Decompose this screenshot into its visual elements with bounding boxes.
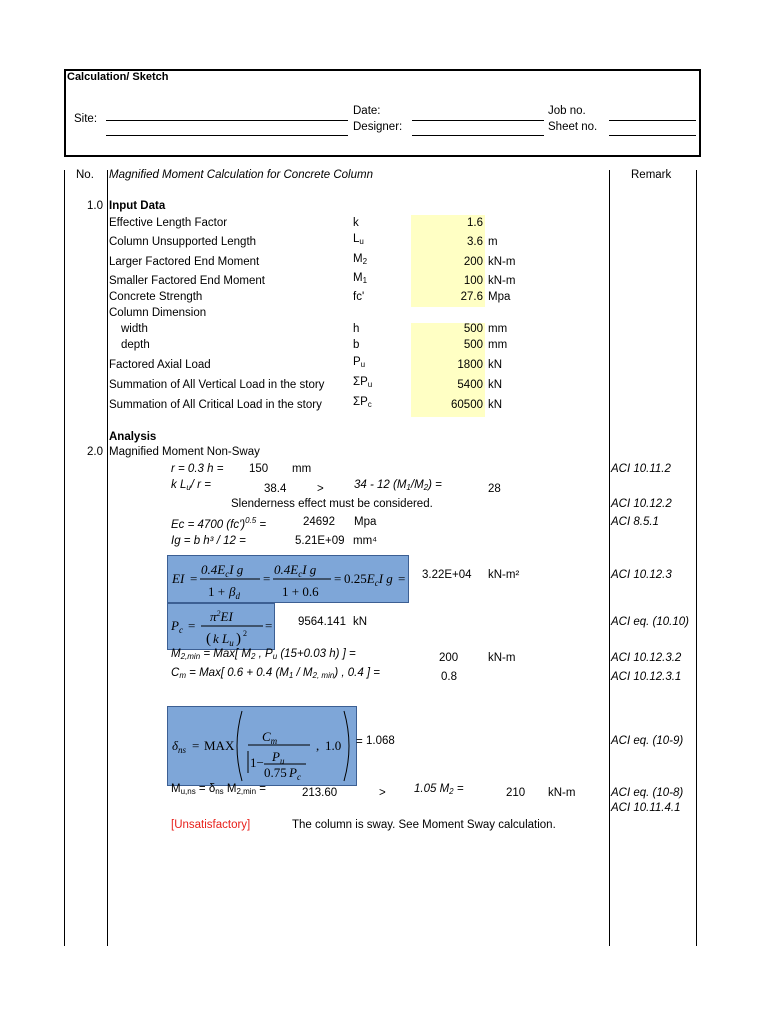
remark-column-divider [609, 170, 610, 946]
svg-text:1−: 1− [250, 755, 264, 770]
slenderness-limit-expression: 34 - 12 $(M_1/M_2)$ = [354, 479, 442, 492]
svg-text:): ) [236, 631, 241, 647]
input-value[interactable]: 1800 [457, 359, 483, 371]
pc-value: 9564.141 [298, 616, 346, 628]
input-symbol: $L_u$ [353, 233, 364, 246]
input-symbol: b [353, 339, 360, 351]
slenderness-message: Slenderness effect must be considered. [231, 498, 433, 510]
input-symbol: $P_u$ [353, 356, 366, 369]
ec-unit: Mpa [354, 516, 377, 528]
slenderness-value: 38.4 [264, 483, 287, 495]
radius-expression: r = 0.3 h = [171, 463, 224, 475]
remark: ACI eq. (10-9) [611, 735, 684, 747]
input-label: Effective Length Factor [109, 217, 228, 229]
pc-formula-box [167, 603, 275, 650]
input-symbol: $M_1$ [353, 272, 368, 285]
radius-value: 150 [249, 463, 269, 475]
slenderness-expression: k $L_u/$ r = [171, 479, 211, 492]
svg-text:1.0: 1.0 [325, 738, 342, 753]
input-value[interactable]: 27.6 [460, 291, 483, 303]
input-unit: m [488, 236, 498, 248]
svg-text:(: ( [206, 631, 211, 647]
input-unit: mm [488, 339, 508, 351]
column-header-no: No. [76, 169, 94, 181]
svg-text:EI: EI [172, 571, 185, 586]
ei-value: 3.22E+04 [422, 569, 472, 581]
designer-field[interactable] [412, 135, 544, 136]
input-label: Summation of All Vertical Load in the story [109, 379, 325, 391]
ig-unit: mm⁴ [353, 535, 378, 547]
svg-text:1 + 0.6: 1 + 0.6 [282, 584, 319, 599]
slenderness-limit-value: 28 [488, 483, 501, 495]
input-label: Column Unsupported Length [109, 236, 257, 248]
svg-text:=: = [192, 738, 200, 753]
ig-value: 5.21E+09 [295, 535, 345, 547]
svg-text:1 +: 1 + [208, 584, 226, 599]
svg-text:=: = [265, 618, 273, 633]
job-field[interactable] [609, 120, 696, 121]
input-unit: kN-m [488, 275, 516, 287]
input-symbol: $\Sigma P_u$ [353, 376, 373, 389]
date-field[interactable] [412, 120, 544, 121]
input-unit: kN [488, 399, 503, 411]
input-symbol: h [353, 323, 360, 335]
input-label: Smaller Factored End Moment [109, 275, 265, 287]
remark: ACI 10.11.4.1 [611, 802, 681, 814]
ig-expression: Ig = b h³ / 12 = [171, 535, 246, 547]
input-symbol: k [353, 217, 359, 229]
column-header-title: Magnified Moment Calculation for Concrete Column [109, 169, 373, 181]
radius-unit: mm [292, 463, 312, 475]
svg-text:0.25EcI g: $0.25E_cI$ g [344, 571, 393, 588]
input-value[interactable]: 5400 [457, 379, 483, 391]
pc-formula [168, 604, 274, 649]
delta-ns-value: 1.068 [366, 735, 395, 747]
delta-ns-formula [168, 707, 356, 785]
right-border [696, 170, 697, 946]
site-line-2[interactable] [106, 135, 348, 136]
sheet-title: Calculation/ Sketch [67, 71, 169, 83]
input-label: Summation of All Critical Load in the story [109, 399, 322, 411]
mu-limit-expression: 1.05 $M_2$ = [414, 783, 464, 796]
input-label: Concrete Strength [109, 291, 203, 303]
ec-expression: Ec = 4700 $(fc')^{0.5}$ = [171, 516, 267, 531]
remark: ACI 10.12.3.2 [611, 652, 682, 664]
sheet-label: Sheet no. [548, 121, 598, 133]
input-value[interactable]: 1.6 [467, 217, 483, 229]
remark: ACI 10.12.3.1 [611, 671, 682, 683]
delta-ns-equals: = [356, 736, 363, 748]
input-symbol: fc' [353, 291, 365, 303]
m2min-value: 200 [439, 652, 459, 664]
section-heading-input: Input Data [109, 200, 166, 212]
svg-text:,: , [316, 738, 320, 753]
svg-text:=: = [398, 571, 406, 586]
svg-text:=: = [263, 571, 271, 586]
input-symbol: $\Sigma P_c$ [353, 396, 372, 409]
section-number-input: 1.0 [87, 200, 103, 212]
input-symbol: $M_2$ [353, 253, 368, 266]
mu-greater-than: > [379, 787, 386, 799]
remark: ACI eq. (10.10) [611, 616, 689, 628]
input-value[interactable]: 200 [463, 256, 483, 268]
input-label: width [121, 323, 148, 335]
delta-ns-formula-box [167, 706, 357, 786]
sheet-field[interactable] [609, 135, 696, 136]
input-value[interactable]: 60500 [451, 399, 483, 411]
greater-than: > [317, 483, 324, 495]
ei-unit: kN-m² [488, 569, 520, 581]
input-unit: kN-m [488, 256, 516, 268]
input-unit: mm [488, 323, 508, 335]
svg-text:=: = [188, 618, 196, 633]
svg-text:Pu: $P_u$ [272, 749, 285, 766]
remark: ACI eq. (10-8) [611, 787, 684, 799]
input-label: Factored Axial Load [109, 359, 211, 371]
input-unit: kN [488, 359, 503, 371]
input-label: Column Dimension [109, 307, 207, 319]
input-value[interactable]: 100 [463, 275, 483, 287]
input-label: depth [121, 339, 150, 351]
input-unit: Mpa [488, 291, 511, 303]
site-label: Site: [74, 113, 98, 125]
status-message: The column is sway. See Moment Sway calculation. [292, 819, 556, 831]
svg-text:=: = [190, 571, 198, 586]
svg-text:k Lu: k $L_u$ [213, 631, 234, 648]
svg-text:0.4EcI g: $0.4E_cI$ g [274, 562, 317, 579]
site-line-1[interactable] [106, 120, 348, 121]
svg-text:δns: $\delta_{ns}$ [172, 738, 187, 755]
column-header-remark: Remark [631, 169, 672, 181]
analysis-subheading: Magnified Moment Non-Sway [109, 446, 260, 458]
input-value[interactable]: 500 [463, 323, 483, 335]
left-border [64, 170, 65, 946]
section-heading-analysis: Analysis [109, 431, 157, 443]
remark: ACI 10.12.3 [611, 569, 672, 581]
job-label: Job no. [548, 105, 586, 117]
mu-limit-value: 210 [506, 787, 526, 799]
remark: ACI 10.12.2 [611, 498, 672, 510]
svg-text:βd: $\beta_d$ [229, 584, 240, 601]
input-label: Larger Factored End Moment [109, 256, 260, 268]
status-badge: [Unsatisfactory] [171, 819, 251, 831]
input-value[interactable]: 500 [463, 339, 483, 351]
svg-text:Cm: $C_m$ [262, 729, 278, 746]
date-label: Date: [353, 105, 381, 117]
cm-value: 0.8 [441, 671, 457, 683]
section-number-analysis: 2.0 [87, 446, 103, 458]
ei-formula [168, 556, 408, 602]
svg-text:π2EI: $\pi^2EI$ [210, 609, 233, 624]
svg-text:Pc: $P_c$ [289, 765, 301, 782]
m2min-expression: $M_{2,min} = Max$[ $M_2$ , $P_u$ (15+0.03 h) ] = [171, 648, 356, 661]
input-value[interactable]: 3.6 [467, 236, 483, 248]
mu-ns-value: 213.60 [302, 787, 338, 799]
svg-text:0.4EcI g: $0.4E_cI$ g [201, 562, 244, 579]
svg-text:Pc: $P_c$ [171, 618, 183, 635]
remark: ACI 8.5.1 [611, 516, 659, 528]
mu-limit-unit: kN-m [548, 787, 576, 799]
pc-unit: kN [353, 616, 368, 628]
svg-text:=: = [334, 571, 342, 586]
ei-formula-box [167, 555, 409, 603]
svg-text:MAX: MAX [204, 738, 235, 753]
svg-text:2: 2 [243, 629, 247, 638]
svg-text:0.75: 0.75 [264, 765, 287, 780]
mu-ns-expression: $M_{u,ns} = \delta_{ns}$ $M_{2,min}$ = [171, 783, 266, 796]
m2min-unit: kN-m [488, 652, 516, 664]
remark: ACI 10.11.2 [611, 463, 671, 475]
ec-value: 24692 [303, 516, 335, 528]
no-column-divider [107, 170, 108, 946]
input-unit: kN [488, 379, 503, 391]
designer-label: Designer: [353, 121, 403, 133]
cm-expression: $C_m = Max$[ 0.6 + 0.4 $(M_1 / M_{2, min})$ , 0.4 ] = [171, 667, 381, 680]
